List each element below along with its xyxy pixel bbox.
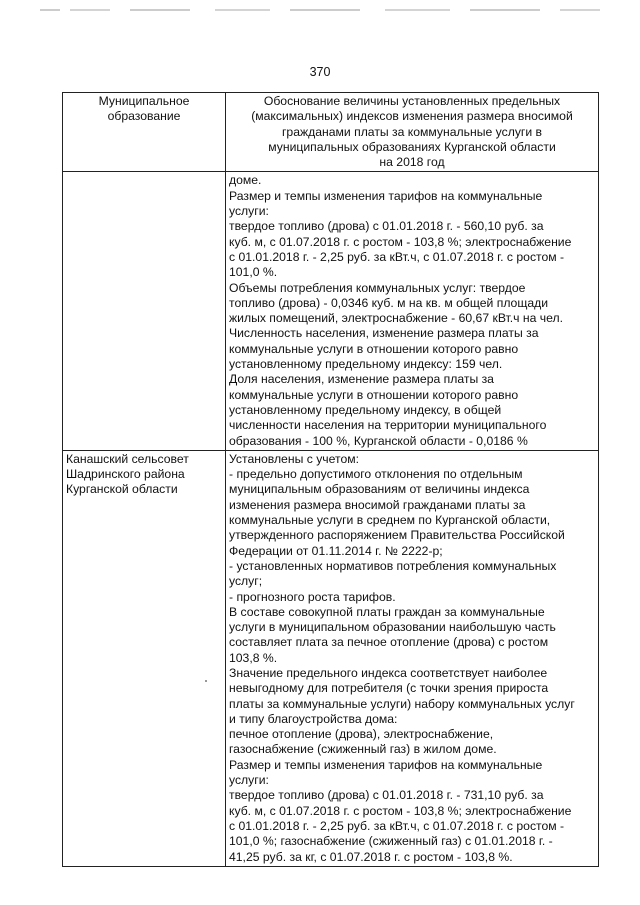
- paragraph: - прогнозного роста тарифов.: [229, 589, 396, 604]
- table-header-row: [63, 93, 599, 172]
- paragraph: Значение предельного индекса соответствует наиболее невыгодному для потребителя (с точки зрения прироста платы за коммунальные услуги) набору коммунальных услуг и типу благоустройства дома:: [229, 665, 575, 726]
- scan-speck: [205, 680, 207, 682]
- table-row: [63, 450, 599, 866]
- municipality-cell: Канашский сельсовет Шадринского района Курганской области: [63, 450, 226, 866]
- paragraph: Установлены с учетом:: [229, 451, 359, 466]
- municipality-cell: [63, 172, 226, 450]
- paragraph: - установленных нормативов потребления коммунальных услуг;: [229, 558, 557, 589]
- tariff-justification-table: [62, 92, 599, 867]
- paragraph: твердое топливо (дрова) с 01.01.2018 г. - 731,10 руб. за куб. м, с 01.07.2018 г. с ростом - 103,8 %; электроснабжение с 01.01.2018 г. - 2,25 руб. за кВт.ч, с 01.07.2018 г. с ростом - 101,0 %; газоснабжение (сжиженный газ) с 01.01.2018 г. - 41,25 руб. за кг, с 01.07.2018 г. с ростом - 103,8 %.: [229, 788, 572, 864]
- paragraph: - предельно допустимого отклонения по отдельным муниципальным образованиям от величины индекса изменения размера вносимой гражданами платы за коммунальные услуги в среднем по Курганской области, утвержденного распоряжением Правительства Российской Федерации от 01.11.2014 г. № 2222-р;: [229, 467, 565, 558]
- paragraph: доме.: [229, 173, 262, 188]
- paragraph: Доля населения, изменение размера платы за коммунальные услуги в отношении которого равно установленному предельному индексу, в общей численности населения на территории муниципального образования - 100 %, Курганской области - 0,0186 %: [229, 372, 547, 448]
- paragraph: печное отопление (дрова), электроснабжение, газоснабжение (сжиженный газ) в жилом доме.: [229, 727, 497, 757]
- paragraph: Объемы потребления коммунальных услуг: твердое топливо (дрова) - 0,0346 куб. м на кв. м общей площади жилых помещений, электроснабжение - 60,67 кВт.ч на чел.: [229, 280, 564, 326]
- header-justification: Обоснование величины установленных предельных (максимальных) индексов изменения размера вносимой гражданами платы за коммунальные услуги в муниципальных образованиях Курганской области на 2018 год: [226, 93, 599, 172]
- paragraph: Размер и темпы изменения тарифов на коммунальные услуги:: [229, 188, 543, 219]
- paragraph: Численность населения, изменение размера платы за коммунальные услуги в отношении которого равно установленному предельному индексу: 159 чел.: [229, 326, 539, 372]
- paragraph: твердое топливо (дрова) с 01.01.2018 г. - 560,10 руб. за куб. м, с 01.07.2018 г. с ростом - 103,8 %; электроснабжение с 01.01.2018 г. - 2,25 руб. за кВт.ч, с 01.07.2018 г. с ростом - 101,0 %.: [229, 219, 572, 280]
- justification-cell: [226, 172, 599, 450]
- paragraph: В составе совокупной платы граждан за коммунальные услуги в муниципальном образовании наибольшую часть составляет плата за печное отопление (дрова) с ростом 103,8 %.: [229, 604, 556, 665]
- scan-artifact-line: [40, 8, 600, 12]
- table-row: [63, 172, 599, 450]
- justification-cell: [226, 450, 599, 866]
- page-number: 370: [309, 65, 331, 79]
- header-municipality: Муниципальное образование: [63, 93, 226, 172]
- paragraph: Размер и темпы изменения тарифов на коммунальные услуги:: [229, 757, 543, 788]
